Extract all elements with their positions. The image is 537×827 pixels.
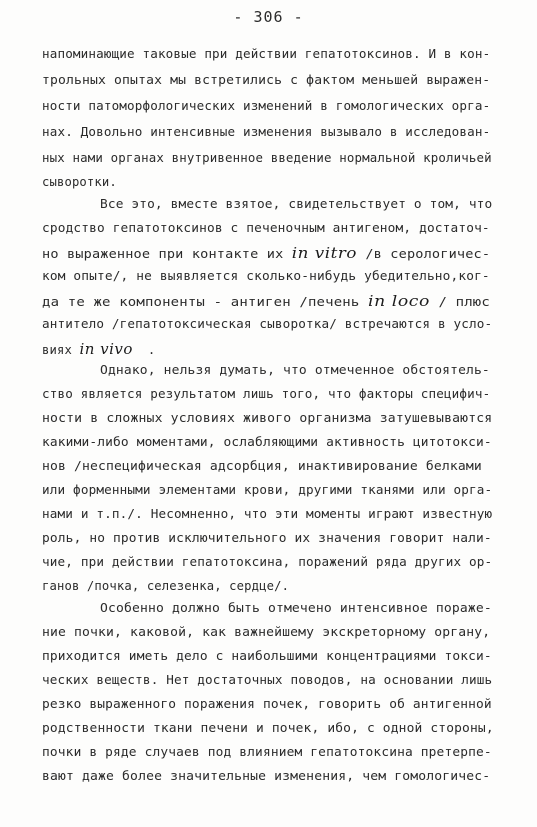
text-line: [42, 126, 490, 138]
text-line: [42, 246, 490, 261]
typed-text: роль, но против исключительного их значения говорит нали-: [42, 531, 492, 545]
typed-text: ние почки, каковой, как важнейшему экскреторному органу,: [42, 625, 491, 639]
typed-text: Однако, нельзя думать, что отмеченное обстоятель-: [100, 363, 490, 377]
text-line: [42, 342, 155, 357]
typed-text: почки в ряде случаев под влиянием гепатотоксина претерпе-: [42, 745, 492, 759]
text-line: [42, 222, 490, 234]
typed-text: резко выраженного поражения почек, говорить об антигенной: [42, 697, 492, 711]
handwritten-insertion: in vivo: [79, 340, 133, 358]
typed-text: нах. Довольно интенсивные изменения вызывало в исследован-: [42, 125, 491, 139]
typed-text: напоминающие таковые при действии гепатотоксинов. И в кон-: [42, 47, 491, 61]
typed-text-continued: .: [132, 343, 156, 357]
typed-text: ности патоморфологических изменений в гомологических орга-: [42, 99, 491, 113]
text-line: [42, 746, 492, 758]
typed-text-continued: / плюс: [429, 295, 490, 309]
text-line: [42, 412, 492, 424]
typed-text: Особенно должно быть отмечено интенсивное пораже-: [100, 601, 492, 615]
text-line: [42, 580, 289, 592]
text-line: [42, 436, 492, 448]
text-line: [42, 484, 492, 496]
typed-text: нов /неспецифическая адсорбция, инактивирование белками: [42, 459, 482, 473]
typed-text: ганов /почка, селезенка, сердце/.: [42, 579, 290, 593]
text-line: [42, 152, 492, 164]
typed-text: сыворотки.: [42, 175, 117, 189]
typed-text: ных нами органах внутривенное введение нормальной кроличьей: [42, 151, 492, 165]
text-line: [42, 650, 492, 662]
text-line: [42, 74, 490, 86]
text-line: [42, 48, 490, 60]
typed-text: трольных опытах мы встретились с фактом меньшей выражен-: [42, 73, 491, 87]
typed-text: антитело /гепатотоксическая сыворотка/ встречаются в усло-: [42, 317, 493, 331]
text-line: [42, 532, 492, 544]
typed-text: Все это, вместе взятое, свидетельствует о том, что: [100, 197, 493, 211]
text-line: [100, 198, 492, 210]
text-line: [42, 626, 490, 638]
typed-text: да те же компоненты - антиген /печень: [42, 295, 369, 309]
text-line: [42, 508, 492, 520]
typed-text: ческих веществ. Нет достаточных поводов, на основании лишь: [42, 673, 493, 687]
text-line: [42, 556, 492, 568]
typed-text: или форменными элементами крови, другими тканями или орга-: [42, 483, 493, 497]
text-line: [100, 364, 490, 376]
text-line: [42, 176, 117, 188]
typed-text: сродство гепатотоксинов с печеночным антигеном, достаточ-: [42, 221, 490, 235]
typed-text: ком опыте/, не выявляется сколько-нибудь убедительно,ког-: [42, 269, 490, 283]
text-line: [42, 270, 490, 282]
text-line: [42, 460, 482, 472]
text-line: [42, 770, 490, 782]
typed-text: приходится иметь дело с наибольшими концентрациями токси-: [42, 649, 492, 663]
typed-text-continued: /в серологичес-: [357, 247, 491, 261]
typed-text: виях: [42, 343, 80, 357]
typed-text: родственности ткани печени и почек, ибо, с одной стороны,: [42, 721, 494, 735]
text-line: [42, 318, 492, 330]
typed-text: ство является результатом лишь того, что факторы специфич-: [42, 387, 491, 401]
text-line: [42, 294, 490, 309]
typed-text: чие, при действии гепатотоксина, поражений ряда других ор-: [42, 555, 493, 569]
text-line: [42, 698, 492, 710]
page-number: - 306 -: [233, 8, 304, 26]
text-line: [100, 602, 492, 614]
typed-text: какими-либо моментами, ослабляющими активность цитотокси-: [42, 435, 492, 449]
handwritten-insertion: in vitro: [291, 244, 358, 262]
text-line: [42, 100, 490, 112]
typed-text: нами и т.п./. Несомненно, что эти моменты играют известную: [42, 507, 493, 521]
text-line: [42, 674, 492, 686]
typed-text: вают даже более значительные изменения, чем гомологичес-: [42, 769, 491, 783]
text-line: [42, 722, 494, 734]
text-line: [42, 388, 490, 400]
handwritten-insertion: in loco: [368, 292, 430, 310]
typed-text: ности в сложных условиях живого организма затушевываются: [42, 411, 493, 425]
typed-text: но выраженное при контакте их: [42, 247, 292, 261]
